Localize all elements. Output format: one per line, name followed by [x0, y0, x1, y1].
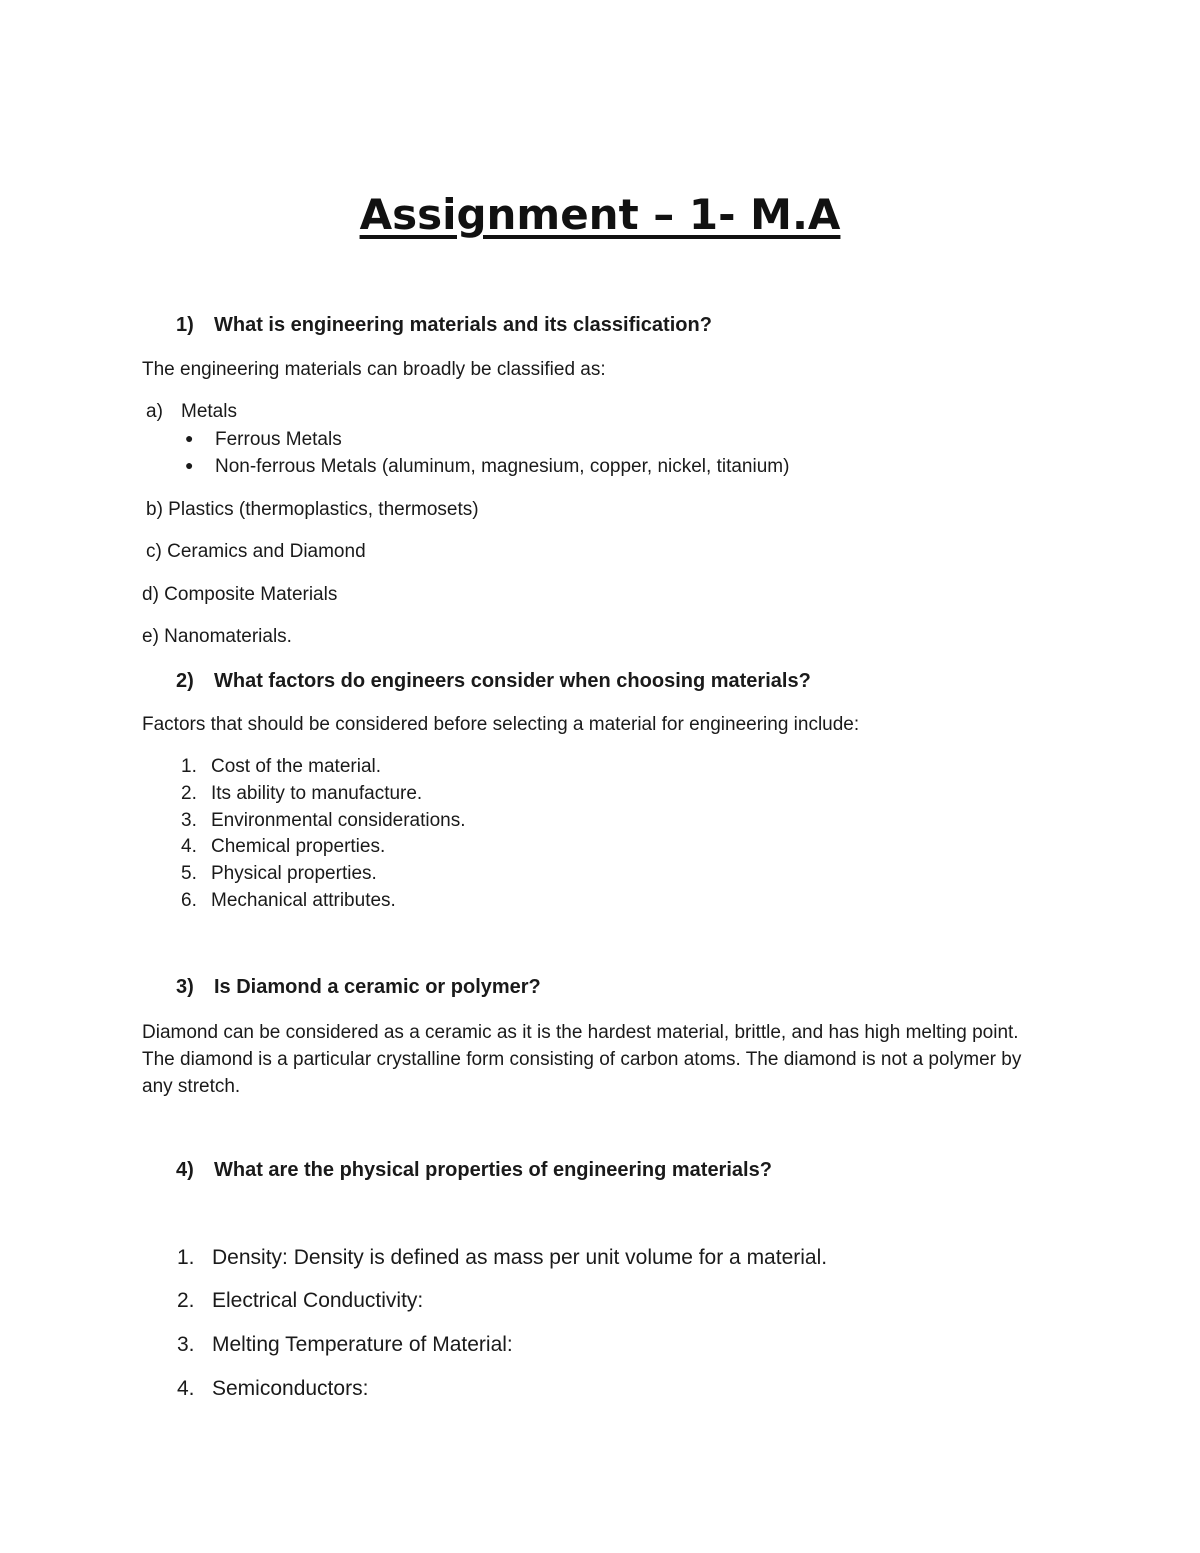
list-text: Density: Density is defined as mass per unit volume for a material.: [212, 1246, 828, 1269]
list-text: Chemical properties.: [211, 836, 386, 857]
list-item-c: c) Ceramics and Diamond: [146, 541, 366, 562]
question-4: [176, 1159, 772, 1182]
list-number: 1.: [177, 1246, 195, 1269]
list-item-b: b) Plastics (thermoplastics, thermosets): [146, 499, 479, 520]
list-label: a): [146, 401, 163, 422]
list-text: Its ability to manufacture.: [211, 783, 423, 804]
question-2: [176, 670, 811, 693]
list-item-a: [146, 401, 237, 423]
list-number: 4.: [177, 1377, 195, 1400]
list-text: Melting Temperature of Material:: [212, 1333, 513, 1356]
list-text: Physical properties.: [211, 863, 377, 884]
q3-answer: Diamond can be considered as a ceramic as it is the hardest material, brittle, and has high melting point. The diamond is a particular crystalline form consisting of carbon atoms. The diamond is not a polymer by any stretch.: [142, 1022, 1022, 1097]
list-text: Semiconductors:: [212, 1377, 369, 1400]
list-number: 2.: [181, 783, 197, 804]
q2-intro: Factors that should be considered before selecting a material for engineering include:: [142, 714, 860, 735]
question-number: 3): [176, 976, 194, 998]
question-text: What are the physical properties of engineering materials?: [214, 1159, 772, 1181]
question-number: 4): [176, 1159, 194, 1181]
question-text: What factors do engineers consider when choosing materials?: [214, 670, 811, 692]
list-text: Mechanical attributes.: [211, 890, 396, 911]
question-3: [176, 976, 541, 999]
question-number: 2): [176, 670, 194, 692]
list-item: [177, 1333, 513, 1357]
list-number: 3.: [177, 1333, 195, 1356]
list-item: [181, 863, 377, 885]
list-number: 4.: [181, 836, 197, 857]
list-item: [177, 1377, 368, 1401]
list-item: [181, 890, 396, 912]
list-item: [181, 756, 381, 778]
question-text: Is Diamond a ceramic or polymer?: [214, 976, 541, 998]
question-text: What is engineering materials and its classification?: [214, 314, 712, 336]
list-text: Cost of the material.: [211, 756, 382, 777]
bullet-icon: ●: [185, 457, 194, 473]
list-number: 3.: [181, 810, 197, 831]
list-text: Environmental considerations.: [211, 810, 466, 831]
q1-intro: The engineering materials can broadly be classified as:: [142, 359, 606, 380]
list-item-d: d) Composite Materials: [142, 584, 338, 605]
list-item: [177, 1246, 827, 1270]
list-item: [181, 810, 466, 832]
bullet-item: [185, 456, 789, 478]
list-item: [181, 783, 422, 805]
list-item: [181, 836, 385, 858]
question-number: 1): [176, 314, 194, 336]
list-item-e: e) Nanomaterials.: [142, 626, 292, 647]
list-number: 2.: [177, 1289, 195, 1312]
bullet-text: Ferrous Metals: [215, 429, 342, 450]
list-number: 6.: [181, 890, 197, 911]
document-title: Assignment – 1- M.A: [359, 190, 841, 239]
bullet-icon: ●: [185, 430, 194, 446]
list-text: Electrical Conductivity:: [212, 1289, 424, 1312]
question-1: [176, 314, 712, 337]
bullet-item: [185, 429, 342, 451]
list-number: 1.: [181, 756, 197, 777]
bullet-text: Non-ferrous Metals (aluminum, magnesium, copper, nickel, titanium): [215, 456, 790, 477]
list-item: [177, 1289, 423, 1313]
list-number: 5.: [181, 863, 197, 884]
list-text: Metals: [181, 401, 237, 422]
